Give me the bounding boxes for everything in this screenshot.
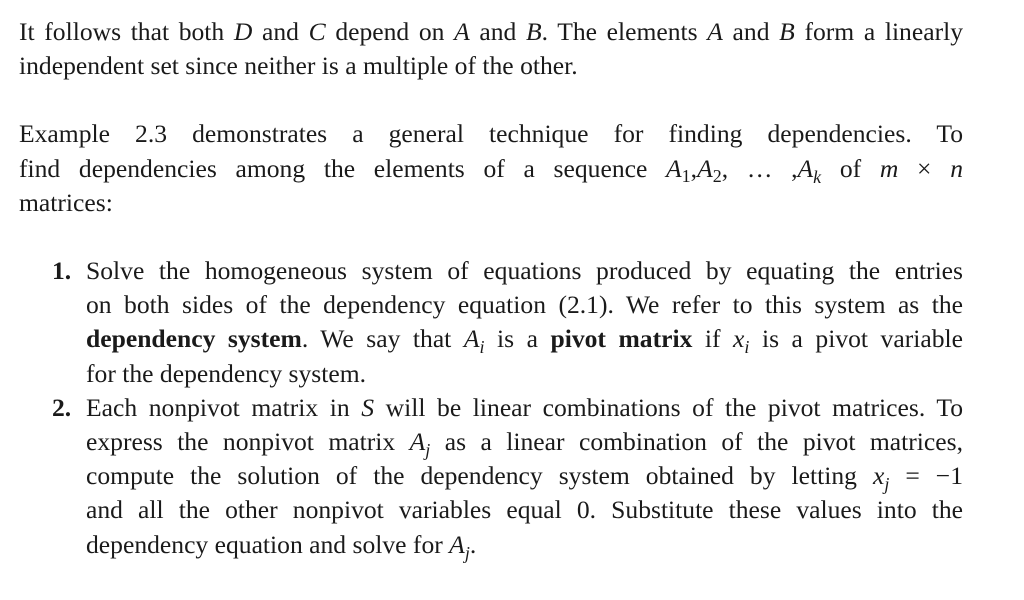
text-run: and bbox=[722, 17, 780, 46]
paragraph-technique bbox=[19, 117, 963, 220]
math-symbol: A bbox=[454, 17, 470, 46]
text-line bbox=[86, 459, 963, 493]
text-line: Solve the homogeneous system of equations produced by equating the entries bbox=[86, 256, 963, 286]
numbered-list bbox=[19, 254, 963, 562]
text-line: for the dependency system. bbox=[86, 358, 367, 388]
text-run: dependency equation and solve for bbox=[86, 529, 450, 559]
text-run: compute the solution of the dependency system obtained by letting bbox=[86, 461, 873, 491]
text-run: find dependencies among the elements of a sequence bbox=[19, 153, 667, 183]
math-symbol: A bbox=[449, 529, 465, 559]
math-operator: × bbox=[898, 153, 951, 183]
math-subscript: i bbox=[479, 337, 485, 358]
math-subscript: j bbox=[884, 474, 890, 495]
text-run: if bbox=[692, 324, 734, 354]
text-run: will be linear combinations of the pivot matrices. To bbox=[374, 392, 963, 422]
list-item-number: 2. bbox=[52, 392, 72, 422]
text-run: , … , bbox=[721, 153, 798, 183]
text-line: Example 2.3 demonstrates a general technique for finding dependencies. To bbox=[19, 119, 963, 149]
text-line bbox=[86, 322, 963, 356]
math-symbol: A bbox=[409, 427, 426, 457]
list-item-number: 1. bbox=[52, 256, 72, 286]
math-symbol: x bbox=[872, 461, 885, 491]
text-run: is a pivot variable bbox=[749, 324, 963, 354]
list-item bbox=[19, 254, 963, 391]
bold-term: pivot matrix bbox=[550, 324, 693, 354]
math-symbol: x bbox=[733, 324, 745, 354]
math-symbol: A bbox=[463, 324, 480, 354]
text-run: of bbox=[821, 153, 880, 183]
text-run: . The elements bbox=[541, 17, 708, 46]
text-line bbox=[19, 152, 963, 186]
text-run: . We say that bbox=[301, 324, 464, 354]
text-run: and bbox=[469, 17, 526, 46]
math-subscript: i bbox=[744, 337, 750, 358]
text-run: It follows that both bbox=[19, 17, 234, 46]
text-line: matrices: bbox=[19, 187, 113, 217]
text-run: and bbox=[252, 17, 309, 46]
math-symbol: A bbox=[666, 153, 682, 183]
math-symbol: C bbox=[308, 17, 326, 46]
math-symbol: A bbox=[707, 17, 723, 46]
text-line: and all the other nonpivot variables equal 0. Substitute these values into the bbox=[86, 495, 963, 525]
math-symbol: A bbox=[697, 153, 713, 183]
text-run: . bbox=[469, 529, 477, 559]
text-line bbox=[86, 528, 963, 562]
math-symbol: n bbox=[950, 153, 963, 183]
text-run: is a bbox=[484, 324, 551, 354]
paragraph-dependence bbox=[19, 15, 963, 83]
page-content bbox=[19, 15, 963, 562]
text-line: on both sides of the dependency equation (2.1). We refer to this system as the bbox=[86, 290, 963, 320]
math-symbol: D bbox=[233, 17, 253, 46]
text-run: depend on bbox=[325, 17, 455, 46]
text-line bbox=[19, 15, 963, 49]
math-subscript: 1 bbox=[681, 165, 691, 186]
math-subscript: j bbox=[425, 440, 431, 461]
text-line: independent set since neither is a multiple of the other. bbox=[19, 51, 578, 81]
list-item bbox=[19, 391, 963, 562]
math-subscript: 2 bbox=[712, 165, 722, 186]
text-line bbox=[86, 391, 963, 425]
math-symbol: B bbox=[779, 17, 795, 46]
math-symbol: S bbox=[361, 392, 375, 422]
text-run: form a linearly bbox=[794, 17, 963, 46]
text-line bbox=[86, 425, 963, 459]
text-run: Each nonpivot matrix in bbox=[86, 392, 362, 422]
text-run: , bbox=[690, 153, 698, 183]
math-symbol: B bbox=[526, 17, 542, 46]
math-subscript: j bbox=[464, 542, 470, 563]
math-subscript: k bbox=[813, 166, 822, 187]
math-symbol: m bbox=[879, 153, 899, 183]
text-run: as a linear combination of the pivot matrices, bbox=[430, 427, 963, 457]
math-symbol: A bbox=[797, 153, 814, 183]
text-run: express the nonpivot matrix bbox=[86, 427, 410, 457]
bold-term: dependency system bbox=[86, 324, 302, 354]
text-run: = −1 bbox=[889, 461, 963, 491]
